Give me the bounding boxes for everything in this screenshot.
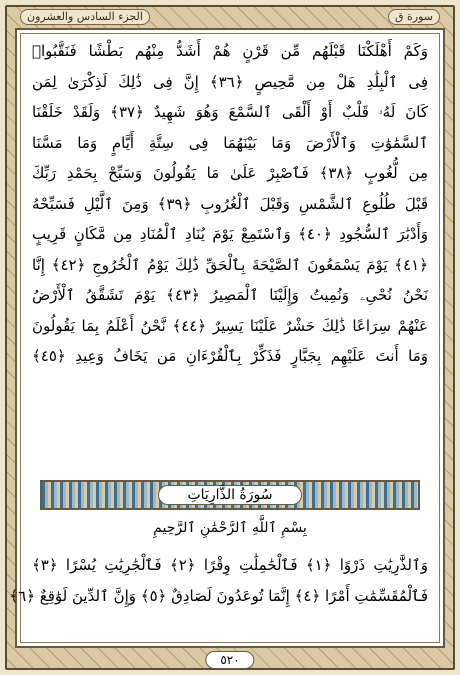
page-number: ٥٢٠	[205, 651, 254, 669]
juz-label: الجزء السادس والعشرون	[20, 9, 150, 25]
surah-title: سُورَةُ الذَّارِيَاتِ	[158, 485, 301, 505]
page-header	[20, 8, 440, 26]
verse-line: ٱلسَّمَٰوَٰتِ وَٱلْأَرْضَ وَمَا بَيْنَهُمَا فِى سِتَّةِ أَيَّامٍ وَمَا مَسَّنَا	[32, 133, 428, 152]
verse-line: فِى ٱلْبِلَٰدِ هَلْ مِن مَّحِيصٍ ﴿٣٦﴾ إِنَّ فِى ذَٰلِكَ لَذِكْرَىٰ لِمَن	[32, 72, 429, 91]
verse-line: فَٱلْمُقَسِّمَٰتِ أَمْرًا ﴿٤﴾ إِنَّمَا تُوعَدُونَ لَصَادِقٌ ﴿٥﴾ وَإِنَّ ٱلدِّينَ لَوَٰقِعٌ ﴿٦﴾	[9, 586, 428, 605]
verse-line: وَكَمْ أَهْلَكْنَا قَبْلَهُم مِّن قَرْنٍ هُمْ أَشَدُّ مِنْهُم بَطْشًا فَنَقَّبُوا۟	[32, 42, 428, 60]
verse-line: كَانَ لَهُۥ قَلْبٌ أَوْ أَلْقَى ٱلسَّمْعَ وَهُوَ شَهِيدٌ ﴿٣٧﴾ وَلَقَدْ خَلَقْنَا	[32, 103, 428, 121]
verse-block-lower	[9, 550, 428, 611]
verse-line: عَنْهُمْ سِرَاعًا ذَٰلِكَ حَشْرٌ عَلَيْنَا يَسِيرٌ ﴿٤٤﴾ نَّحْنُ أَعْلَمُ بِمَا يَقُولُونَ	[32, 316, 428, 335]
verse-line: ﴿٤١﴾ يَوْمَ يَسْمَعُونَ ٱلصَّيْحَةَ بِٱلْحَقِّ ذَٰلِكَ يَوْمُ ٱلْخُرُوجِ ﴿٤٢﴾ إِنَّا	[32, 255, 428, 274]
surah-label: سورة ق	[388, 9, 440, 25]
surah-banner	[40, 480, 420, 510]
verse-line: مِن لُّغُوبٍ ﴿٣٨﴾ فَٱصْبِرْ عَلَىٰ مَا يَقُولُونَ وَسَبِّحْ بِحَمْدِ رَبِّكَ	[32, 164, 428, 182]
verse-line: نَحْنُ نُحْىِۦ وَنُمِيتُ وَإِلَيْنَا ٱلْمَصِيرُ ﴿٤٣﴾ يَوْمَ تَشَقَّقُ ٱلْأَرْضُ	[32, 286, 428, 304]
verse-line: قَبْلَ طُلُوعِ ٱلشَّمْسِ وَقَبْلَ ٱلْغُرُوبِ ﴿٣٩﴾ وَمِنَ ٱلَّيْلِ فَسَبِّحْهُ	[32, 194, 428, 213]
basmala: بِسْمِ ٱللَّهِ ٱلرَّحْمَٰنِ ٱلرَّحِيمِ	[153, 520, 307, 536]
verse-line: وَٱلذَّٰرِيَٰتِ ذَرْوًا ﴿١﴾ فَٱلْحَٰمِلَٰتِ وِقْرًا ﴿٢﴾ فَٱلْجَٰرِيَٰتِ يُسْرًا ﴿٣﴾	[32, 556, 428, 574]
verse-line: وَأَدْبَٰرَ ٱلسُّجُودِ ﴿٤٠﴾ وَٱسْتَمِعْ يَوْمَ يُنَادِ ٱلْمُنَادِ مِن مَّكَانٍ قَرِيبٍ	[32, 225, 428, 243]
verse-block	[32, 36, 428, 372]
verse-line: وَمَا أَنتَ عَلَيْهِم بِجَبَّارٍ فَذَكِّرْ بِٱلْقُرْءَانِ مَن يَخَافُ وَعِيدِ ﴿٤٥﴾	[32, 347, 428, 365]
